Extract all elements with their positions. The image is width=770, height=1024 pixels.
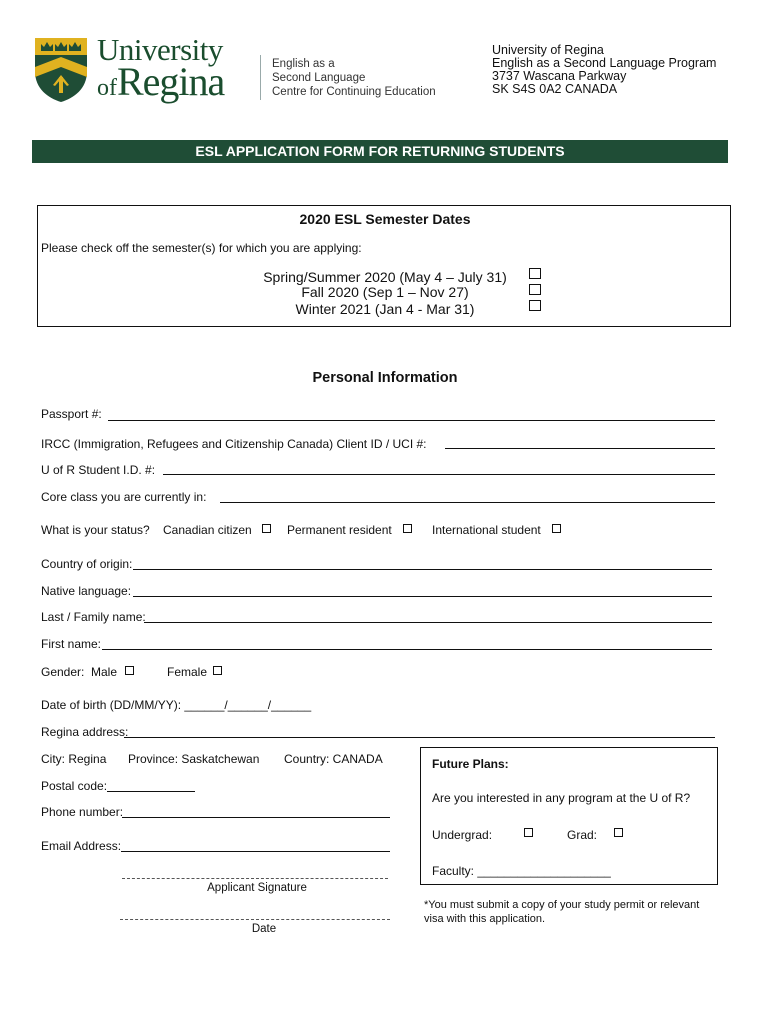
checkbox-male[interactable] [125, 666, 134, 675]
passport-field[interactable] [108, 420, 715, 421]
address-line-1: University of Regina [492, 43, 604, 57]
checkbox-spring[interactable] [529, 268, 541, 279]
faculty-field[interactable]: Faculty: ____________________ [432, 864, 611, 878]
future-plans-question: Are you interested in any program at the U of R? [432, 791, 691, 805]
city-text: City: Regina [41, 752, 107, 766]
semester-option-spring: Spring/Summer 2020 (May 4 – July 31) [263, 269, 507, 285]
regina-address-label: Regina address: [41, 725, 129, 739]
core-class-label: Core class you are currently in: [41, 490, 207, 504]
phone-field[interactable] [122, 817, 390, 818]
first-name-label: First name: [41, 637, 102, 651]
last-name-label: Last / Family name: [41, 610, 146, 624]
address-line-4: SK S4S 0A2 CANADA [492, 82, 618, 96]
applicant-signature-field[interactable] [122, 878, 388, 879]
postal-code-field[interactable] [107, 791, 195, 792]
date-label: Date [251, 923, 277, 935]
undergrad-label: Undergrad: [432, 828, 493, 842]
country-label: Country of origin: [41, 557, 133, 571]
note-line-1: *You must submit a copy of your study permit or relevant [424, 899, 700, 911]
dept-line-2: Second Language [272, 72, 366, 84]
last-name-field[interactable] [144, 622, 712, 623]
logo-university-text: University [97, 32, 223, 67]
semester-option-fall: Fall 2020 (Sep 1 – Nov 27) [301, 284, 469, 300]
checkbox-undergrad[interactable] [524, 828, 533, 837]
checkbox-permanent-resident[interactable] [403, 524, 412, 533]
status-option-pr: Permanent resident [287, 523, 392, 537]
status-option-citizen: Canadian citizen [163, 523, 252, 537]
logo-regina-text [97, 59, 225, 104]
date-of-birth-field[interactable]: Date of birth (DD/MM/YY): ______/______/______ [41, 698, 312, 712]
checkbox-winter[interactable] [529, 300, 541, 311]
date-signature-field[interactable] [120, 919, 390, 920]
checkbox-international-student[interactable] [552, 524, 561, 533]
semester-dates-box [37, 205, 731, 327]
dept-line-1: English as a [272, 58, 335, 70]
checkbox-female[interactable] [213, 666, 222, 675]
passport-label: Passport #: [41, 407, 102, 421]
note-line-2: visa with this application. [424, 913, 546, 925]
address-line-2: English as a Second Language Program [492, 56, 717, 70]
gender-label: Gender: [41, 665, 85, 679]
grad-label: Grad: [567, 828, 598, 842]
country-canada-text: Country: CANADA [284, 752, 383, 766]
dept-line-3: Centre for Continuing Education [272, 86, 436, 98]
applicant-signature-label: Applicant Signature [207, 882, 307, 894]
email-label: Email Address: [41, 839, 122, 853]
phone-label: Phone number: [41, 805, 124, 819]
student-id-label: U of R Student I.D. #: [41, 463, 156, 477]
native-language-field[interactable] [133, 596, 712, 597]
mailing-address [492, 44, 716, 96]
future-plans-box [420, 747, 718, 885]
status-option-international: International student [432, 523, 541, 537]
checkbox-fall[interactable] [529, 284, 541, 295]
logo-of-text: of [97, 75, 117, 101]
postal-code-label: Postal code: [41, 779, 108, 793]
checkbox-grad[interactable] [614, 828, 623, 837]
form-title-banner: ESL APPLICATION FORM FOR RETURNING STUDENTS [32, 140, 728, 163]
native-language-label: Native language: [41, 584, 132, 598]
province-text: Province: Saskatchewan [128, 752, 260, 766]
ircc-field[interactable] [445, 448, 715, 449]
semester-instruction: Please check off the semester(s) for which you are applying: [41, 241, 362, 255]
gender-option-female: Female [167, 665, 208, 679]
logo-regina-word: Regina [117, 59, 225, 104]
personal-info-title: Personal Information [312, 370, 458, 386]
department-name [272, 57, 436, 99]
first-name-field[interactable] [102, 649, 712, 650]
semester-option-winter: Winter 2021 (Jan 4 - Mar 31) [295, 301, 475, 317]
student-id-field[interactable] [163, 474, 715, 475]
regina-address-field[interactable] [124, 737, 715, 738]
university-crest-logo [34, 37, 88, 103]
semester-title: 2020 ESL Semester Dates [299, 211, 471, 227]
status-label: What is your status? [41, 523, 150, 537]
future-plans-title: Future Plans: [432, 757, 509, 771]
gender-option-male: Male [91, 665, 118, 679]
address-line-3: 3737 Wascana Parkway [492, 69, 627, 83]
country-field[interactable] [133, 569, 712, 570]
ircc-label: IRCC (Immigration, Refugees and Citizenship Canada) Client ID / UCI #: [41, 437, 427, 451]
core-class-field[interactable] [220, 502, 715, 503]
email-field[interactable] [121, 851, 390, 852]
checkbox-canadian-citizen[interactable] [262, 524, 271, 533]
logo-divider [260, 55, 261, 100]
study-permit-note [424, 898, 699, 926]
